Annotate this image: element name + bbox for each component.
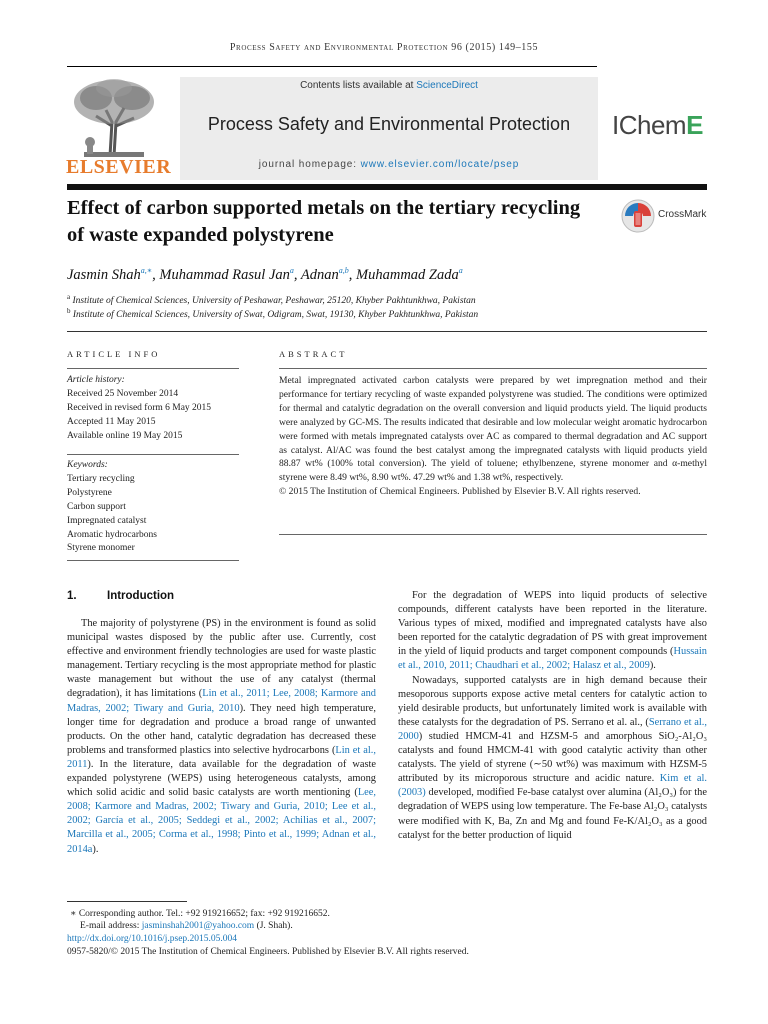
elsevier-tree-logo [66,76,162,160]
author-list: Jasmin Shah$^{a,∗}$, Muhammad Rasul Jan$^a$, Adnan$^{a,b}$, Muhammad Zada$^a$ [67,266,463,283]
homepage-link[interactable]: www.elsevier.com/locate/psep [360,159,520,170]
footnote-rule [67,901,187,902]
email-label: E-mail address: [80,921,142,931]
icheme-logo-e: E [686,110,703,140]
abstract-rule [279,534,707,535]
history-item: Received in revised form 6 May 2015 [67,402,212,413]
keyword: Tertiary recycling [67,473,135,484]
journal-homepage [180,159,598,170]
article-info-rule [67,368,239,369]
doi-link[interactable]: http://dx.doi.org/10.1016/j.psep.2015.05.004 [67,934,238,944]
history-item: Accepted 11 May 2015 [67,416,156,427]
crossmark-icon[interactable] [621,199,655,233]
author-name[interactable]: Muhammad Zada [356,266,459,283]
history-label: Article history: [67,375,125,385]
crossmark-label[interactable]: CrossMark [658,209,707,220]
keyword: Aromatic hydrocarbons [67,529,157,540]
article-info-rule [67,454,239,455]
email-link[interactable]: jasminshah2001@yahoo.com [141,921,255,931]
history-item: Available online 19 May 2015 [67,430,183,441]
article-info-heading: ARTICLE INFO [67,349,161,359]
citation-link[interactable]: Serrano et al., 2000 [398,716,708,742]
author-affiliation-mark[interactable]: a,∗ [140,266,153,275]
paragraph-text: The majority of polystyrene (PS) in the environment is found as solid municipal wastes disposed by the public after use. Currently, cost effective and environment friendly technologies are used for waste plastic management. Tertiary recycling is the most appropriate method for plastic waste management but without the use of any catalyst (thermal degradation), it has limitations ( [67,618,376,700]
section-rule [67,331,707,332]
keywords-list [67,459,242,556]
affiliation-text: Institute of Chemical Sciences, University of Peshawar, Peshawar, 25120, Khyber Pakhtunkhwa, Pakistan [72,296,476,307]
article-title: Effect of carbon supported metals on the tertiary recycling of waste expanded polystyrene [67,197,581,246]
keyword: Impregnated catalyst [67,515,147,526]
contents-line [180,80,598,91]
affiliation-text: Institute of Chemical Sciences, University of Swat, Odigram, Swat, 19130, Khyber Pakhtunkhwa, Pakistan [72,310,479,321]
section-number: 1. [67,590,77,602]
paragraph-text: ). [649,660,656,672]
affiliation-a [67,293,707,306]
section-title: Introduction [107,590,175,602]
banner-rule [67,184,707,190]
email-note [80,921,720,931]
history-item: Received 25 November 2014 [67,388,179,399]
affiliation-label: b [67,307,71,315]
author-name[interactable]: Adnan [300,266,339,283]
section-heading [67,590,174,602]
icheme-logo [612,110,703,141]
header-rule [67,66,597,67]
corresponding-author-note: ∗ Corresponding author. Tel.: +92 919216652; fax: +92 919216652. [70,909,330,919]
citation-link[interactable]: Lin et al., 2011 [67,744,376,770]
paragraph-text: For the degradation of WEPS into liquid products of selective compounds, different catalysts have been reported in the literature. Various types of mixed, modified and impregnated catalysts have also been reported for the catalytic degradation of PS with great improvement in the yield of liquid products and target component compounds ( [398,590,707,658]
author-name[interactable]: Muhammad Rasul Jan [159,266,290,283]
journal-title: Process Safety and Environmental Protection [207,114,571,134]
paragraph [398,589,707,674]
elsevier-wordmark: ELSEVIER [66,156,172,178]
author-affiliation-mark[interactable]: a [289,266,294,275]
citation-link[interactable]: Kim et al. (2003) [398,773,707,799]
author-affiliation-mark[interactable]: a,b [338,266,349,275]
affiliation-label: a [67,293,71,301]
paragraph-text: ). [92,843,99,855]
abstract-rule [279,368,707,369]
body-column-left [67,617,376,857]
paragraph-text: ). In the literature, data available for the degradation of waste expanded polystyrene (WEPS) using heterogeneous catalysts, among which solid acidic and solid basic catalysts are worth mentioning ( [67,758,376,799]
paragraph-text: developed, modified Fe-base catalyst over alumina (Al₂O₃) for the degradation of WEPS using low temperature. The Fe-base Al₂O₃ catalysts were modified with K, Ba, Zn and Mg and found Fe-K/Al₂O₃ as a good catalyst for the better production of liquid [398,787,707,841]
citation-link[interactable]: Lin et al., 2011; Lee, 2008; Karmore and Madras, 2002; Tiwary and Guria, 2010 [67,688,377,714]
keywords-label: Keywords: [67,460,108,470]
keyword: Polystyrene [67,487,112,498]
paragraph-text: ) studied HMCM-41 and HZSM-5 and amorphous SiO₂-Al₂O₃ catalysts and found HMCM-41 with good catalytic activity than other catalysts. The yield of styrene (∼50 wt%) was maximum with HZSM-5 attributed by its microporous structure and acidic nature. [398,730,707,785]
issn-line: 0957-5820/© 2015 The Institution of Chemical Engineers. Published by Elsevier B.V. All rights reserved. [67,947,469,957]
citation-link[interactable]: Lee, 2008; Karmore and Madras, 2002; Tiwary and Guria, 2010; Lee et al., 2002; García et al., 2005; Seddegi et al., 2002; Achilias et al., 2007; Marcilla et al., 2005; Corma et al., 1998; Pinto et al., 1999; Adnan et al., 2014a [67,787,376,855]
homepage-prefix: journal homepage: [258,159,361,170]
keyword: Styrene monomer [67,543,135,554]
paragraph-text: ). They need high temperature, longer time for degradation and produce a broad range of unwanted products. On the other hand, catalytic degradation has decreased these problems and transformed plastics into selective hydrocarbons ( [67,702,376,756]
keyword: Carbon support [67,501,126,512]
article-info-rule [67,560,239,561]
abstract-copyright: © 2015 The Institution of Chemical Engineers. Published by Elsevier B.V. All rights reserved. [279,486,641,498]
contents-prefix: Contents lists available at [300,80,417,91]
email-suffix: (J. Shah). [254,921,293,931]
icheme-logo-text: IChem [612,110,687,140]
paragraph [67,617,376,857]
doi-line [67,934,707,944]
body-column-right [398,589,707,843]
affiliation-b [67,307,707,320]
article-history [67,374,242,444]
paragraph-text: Nowadays, supported catalysts are in high demand because their mesoporous supports expose active metal centers for catalytic action to yield desirable products, but unfortunately limited work is available with these catalysts for the degradation of PS. Serrano et al. al., ( [398,674,707,728]
abstract-heading: ABSTRACT [279,349,348,359]
citation-link[interactable]: Hussain et al., 2010, 2011; Chaudhari et al., 2002; Halasz et al., 2009 [398,646,707,672]
abstract-text: Metal impregnated activated carbon catalysts were prepared by wet impregnation method and their performance for tertiary recycling of waste expanded polystyrene was studied. The conditions were optimized for thermal and catalytic degradation on the overall conversion and liquid products yield. The liquid products were analyzed by GC-MS. The results indicated that desirable and low molecular weight aromatic hydrocarbon were formed with metals impregnated catalysts over AC as compared to thermal degradation and AC support as catalyst. Al/AC was found the best catalyst among the impregnated catalysts with liquid products yield 88.87 wt% (100% total conversion). The yield of toluene; ethylbenzene, styrene monomer and α-methyl styrene were 8.49 wt%, 8.90 wt%. 47.29 wt% and 1.38 wt%, respectively. [279,375,707,484]
running-header: Process Safety and Environmental Protection 96 (2015) 149–155 [229,42,539,53]
author-affiliation-mark[interactable]: a [458,266,463,275]
sciencedirect-link[interactable]: ScienceDirect [416,80,478,91]
author-name[interactable]: Jasmin Shah [67,266,141,283]
abstract-body [279,374,707,499]
paragraph [398,674,707,843]
